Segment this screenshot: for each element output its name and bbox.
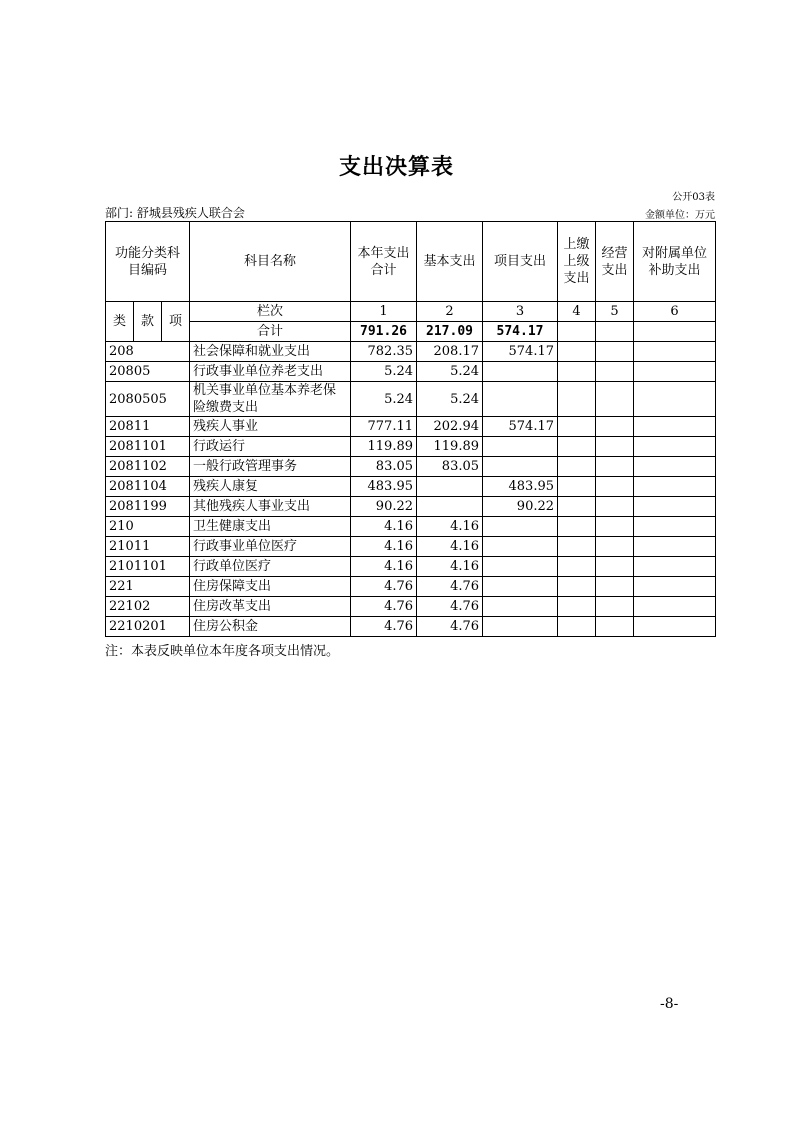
header-basic: 基本支出 bbox=[417, 222, 483, 302]
table-row bbox=[106, 417, 716, 437]
row-superior bbox=[558, 457, 596, 477]
row-name: 机关事业单位基本养老保险缴费支出 bbox=[190, 382, 351, 417]
row-superior bbox=[558, 597, 596, 617]
row-business bbox=[596, 517, 634, 537]
row-basic: 4.76 bbox=[417, 617, 483, 637]
row-project bbox=[483, 577, 558, 597]
table-row bbox=[106, 477, 716, 497]
table-row bbox=[106, 537, 716, 557]
row-project bbox=[483, 457, 558, 477]
row-code: 2081199 bbox=[106, 497, 190, 517]
row-subsidiary bbox=[634, 617, 716, 637]
row-subsidiary bbox=[634, 537, 716, 557]
row-project bbox=[483, 597, 558, 617]
row-basic: 5.24 bbox=[417, 382, 483, 417]
row-business bbox=[596, 477, 634, 497]
row-basic: 5.24 bbox=[417, 362, 483, 382]
table-row bbox=[106, 342, 716, 362]
row-project: 483.95 bbox=[483, 477, 558, 497]
row-code: 20811 bbox=[106, 417, 190, 437]
header-xiang: 项 bbox=[162, 302, 190, 342]
row-superior bbox=[558, 477, 596, 497]
row-subsidiary bbox=[634, 382, 716, 417]
row-project bbox=[483, 517, 558, 537]
row-name: 行政事业单位医疗 bbox=[190, 537, 351, 557]
row-subsidiary bbox=[634, 362, 716, 382]
row-code: 210 bbox=[106, 517, 190, 537]
row-name: 住房改革支出 bbox=[190, 597, 351, 617]
table-row bbox=[106, 557, 716, 577]
form-number: 公开03表 bbox=[672, 192, 715, 203]
row-basic: 4.76 bbox=[417, 597, 483, 617]
table-row bbox=[106, 497, 716, 517]
row-code: 2080505 bbox=[106, 382, 190, 417]
row-name: 社会保障和就业支出 bbox=[190, 342, 351, 362]
row-code: 221 bbox=[106, 577, 190, 597]
summary-basic: 217.09 bbox=[417, 322, 483, 342]
row-business bbox=[596, 497, 634, 517]
table-row bbox=[106, 517, 716, 537]
row-business bbox=[596, 362, 634, 382]
row-total: 777.11 bbox=[351, 417, 417, 437]
header-total: 本年支出合计 bbox=[351, 222, 417, 302]
row-business bbox=[596, 382, 634, 417]
row-subsidiary bbox=[634, 517, 716, 537]
table-row bbox=[106, 577, 716, 597]
header-superior: 上缴上级支出 bbox=[558, 222, 596, 302]
row-total: 4.76 bbox=[351, 617, 417, 637]
row-total: 4.76 bbox=[351, 577, 417, 597]
row-superior bbox=[558, 362, 596, 382]
header-project: 项目支出 bbox=[483, 222, 558, 302]
summary-project: 574.17 bbox=[483, 322, 558, 342]
row-business bbox=[596, 537, 634, 557]
row-subsidiary bbox=[634, 497, 716, 517]
column-number-row bbox=[106, 302, 716, 322]
row-name: 卫生健康支出 bbox=[190, 517, 351, 537]
header-row bbox=[106, 222, 716, 302]
row-code: 2210201 bbox=[106, 617, 190, 637]
row-superior bbox=[558, 342, 596, 362]
row-superior bbox=[558, 537, 596, 557]
row-basic: 202.94 bbox=[417, 417, 483, 437]
header-kuan: 款 bbox=[134, 302, 162, 342]
row-name: 残疾人康复 bbox=[190, 477, 351, 497]
summary-superior bbox=[558, 322, 596, 342]
row-code: 208 bbox=[106, 342, 190, 362]
row-basic: 83.05 bbox=[417, 457, 483, 477]
row-basic: 119.89 bbox=[417, 437, 483, 457]
row-superior bbox=[558, 617, 596, 637]
row-superior bbox=[558, 417, 596, 437]
row-total: 5.24 bbox=[351, 382, 417, 417]
column-number: 1 bbox=[351, 302, 417, 322]
row-name: 行政运行 bbox=[190, 437, 351, 457]
header-subject-name: 科目名称 bbox=[190, 222, 351, 302]
row-basic: 4.16 bbox=[417, 537, 483, 557]
row-superior bbox=[558, 497, 596, 517]
row-subsidiary bbox=[634, 417, 716, 437]
row-total: 83.05 bbox=[351, 457, 417, 477]
row-subsidiary bbox=[634, 342, 716, 362]
row-superior bbox=[558, 382, 596, 417]
row-code: 20805 bbox=[106, 362, 190, 382]
row-basic: 4.76 bbox=[417, 577, 483, 597]
row-superior bbox=[558, 437, 596, 457]
table-row bbox=[106, 362, 716, 382]
row-basic: 4.16 bbox=[417, 517, 483, 537]
header-lanci: 栏次 bbox=[190, 302, 351, 322]
row-business bbox=[596, 557, 634, 577]
row-subsidiary bbox=[634, 477, 716, 497]
page-title: 支出决算表 bbox=[338, 155, 454, 180]
row-name: 行政单位医疗 bbox=[190, 557, 351, 577]
row-project bbox=[483, 617, 558, 637]
department-label: 部门: 舒城县残疾人联合会 bbox=[105, 206, 245, 220]
row-basic bbox=[417, 497, 483, 517]
row-business bbox=[596, 617, 634, 637]
amount-unit-label: 金额单位：万元 bbox=[645, 210, 715, 221]
row-code: 21011 bbox=[106, 537, 190, 557]
row-business bbox=[596, 342, 634, 362]
row-project: 574.17 bbox=[483, 417, 558, 437]
data-rows bbox=[106, 342, 716, 637]
row-business bbox=[596, 597, 634, 617]
table-note: 注：本表反映单位本年度各项支出情况。 bbox=[105, 644, 340, 659]
table-row bbox=[106, 457, 716, 477]
row-name: 一般行政管理事务 bbox=[190, 457, 351, 477]
header-lei: 类 bbox=[106, 302, 134, 342]
column-number: 2 bbox=[417, 302, 483, 322]
row-superior bbox=[558, 577, 596, 597]
column-number: 3 bbox=[483, 302, 558, 322]
row-total: 5.24 bbox=[351, 362, 417, 382]
row-project bbox=[483, 382, 558, 417]
row-total: 4.16 bbox=[351, 557, 417, 577]
row-project bbox=[483, 437, 558, 457]
row-project bbox=[483, 537, 558, 557]
row-basic: 4.16 bbox=[417, 557, 483, 577]
row-superior bbox=[558, 557, 596, 577]
row-subsidiary bbox=[634, 557, 716, 577]
row-total: 4.76 bbox=[351, 597, 417, 617]
summary-business bbox=[596, 322, 634, 342]
row-total: 782.35 bbox=[351, 342, 417, 362]
row-code: 2081101 bbox=[106, 437, 190, 457]
column-number: 5 bbox=[596, 302, 634, 322]
table-row bbox=[106, 382, 716, 417]
row-total: 483.95 bbox=[351, 477, 417, 497]
row-business bbox=[596, 577, 634, 597]
column-number: 6 bbox=[634, 302, 716, 322]
row-basic bbox=[417, 477, 483, 497]
row-total: 90.22 bbox=[351, 497, 417, 517]
table-row bbox=[106, 437, 716, 457]
row-total: 119.89 bbox=[351, 437, 417, 457]
row-basic: 208.17 bbox=[417, 342, 483, 362]
summary-subsidiary bbox=[634, 322, 716, 342]
summary-row bbox=[106, 322, 716, 342]
table-row bbox=[106, 617, 716, 637]
row-subsidiary bbox=[634, 437, 716, 457]
column-number: 4 bbox=[558, 302, 596, 322]
expenditure-table bbox=[105, 221, 716, 637]
row-project: 574.17 bbox=[483, 342, 558, 362]
row-subsidiary bbox=[634, 577, 716, 597]
row-name: 住房公积金 bbox=[190, 617, 351, 637]
row-name: 行政事业单位养老支出 bbox=[190, 362, 351, 382]
row-subsidiary bbox=[634, 597, 716, 617]
table-row bbox=[106, 597, 716, 617]
summary-total: 791.26 bbox=[351, 322, 417, 342]
row-name: 其他残疾人事业支出 bbox=[190, 497, 351, 517]
row-business bbox=[596, 417, 634, 437]
row-code: 2101101 bbox=[106, 557, 190, 577]
row-subsidiary bbox=[634, 457, 716, 477]
row-name: 住房保障支出 bbox=[190, 577, 351, 597]
row-name: 残疾人事业 bbox=[190, 417, 351, 437]
row-total: 4.16 bbox=[351, 517, 417, 537]
summary-label: 合计 bbox=[190, 322, 351, 342]
row-total: 4.16 bbox=[351, 537, 417, 557]
row-business bbox=[596, 437, 634, 457]
row-project: 90.22 bbox=[483, 497, 558, 517]
header-subsidiary: 对附属单位补助支出 bbox=[634, 222, 716, 302]
row-superior bbox=[558, 517, 596, 537]
row-code: 2081102 bbox=[106, 457, 190, 477]
page-number: -8- bbox=[660, 996, 679, 1012]
header-func-code: 功能分类科目编码 bbox=[106, 222, 190, 302]
row-code: 2081104 bbox=[106, 477, 190, 497]
row-code: 22102 bbox=[106, 597, 190, 617]
row-project bbox=[483, 557, 558, 577]
row-project bbox=[483, 362, 558, 382]
header-business: 经营支出 bbox=[596, 222, 634, 302]
row-business bbox=[596, 457, 634, 477]
